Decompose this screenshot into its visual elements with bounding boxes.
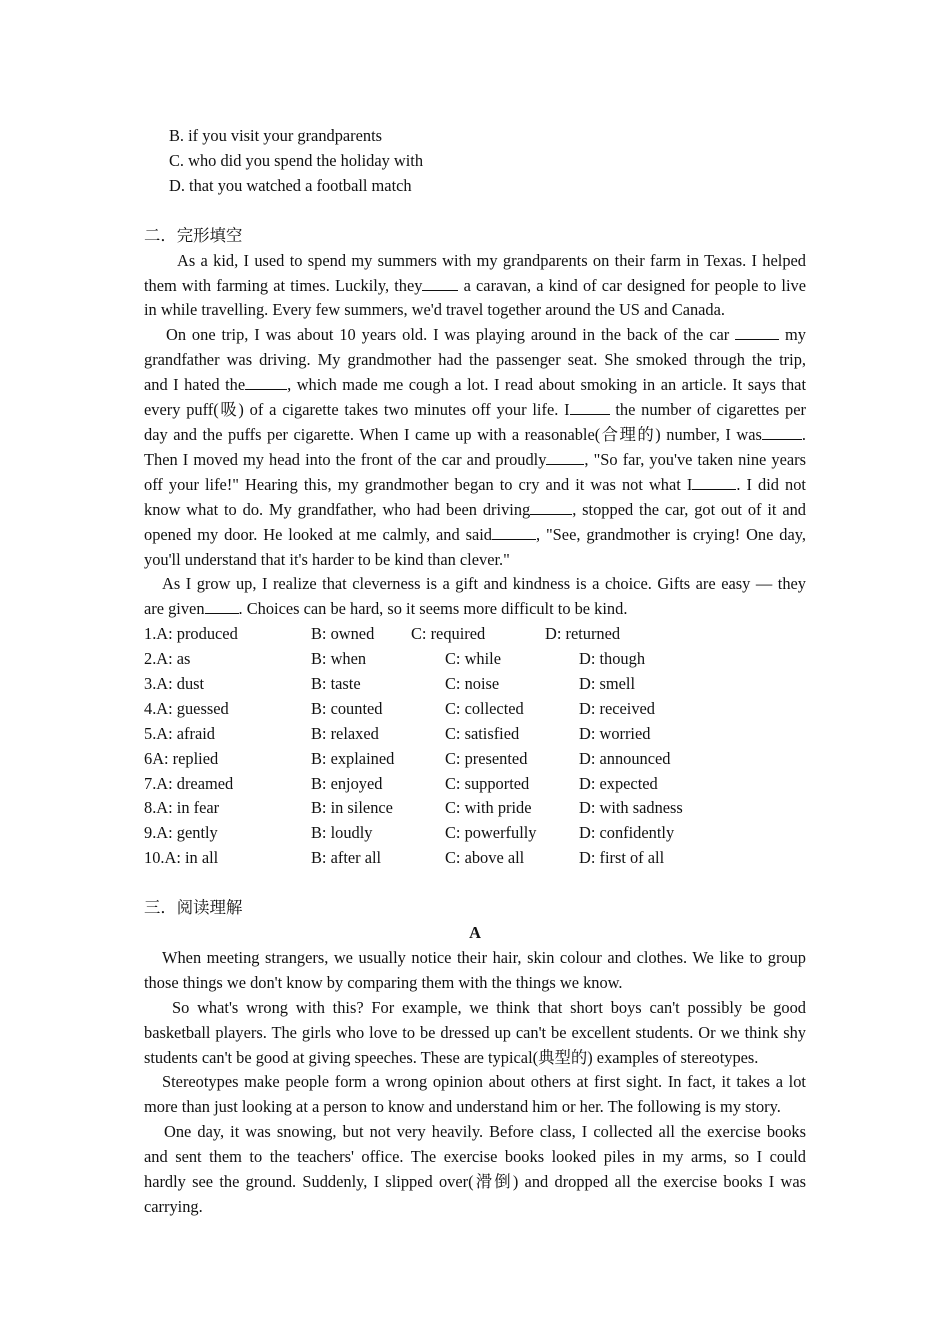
answer-blank: [530, 499, 572, 515]
passage-line: So what's wrong with this? For example, we think that short boys can't possibly be good: [172, 997, 806, 1017]
passage-line: every puff(吸) of a cigarette takes two minutes off your life. I the number of cigarettes per: [144, 400, 806, 420]
passage-line: opened my door. He looked at me calmly, and said , "See, grandmother is crying! One day,: [144, 524, 807, 544]
option-row: 8.A: in fear B: in silence C: with pride D: with sadness: [144, 798, 683, 818]
passage-line: grandfather was driving. My grandmother had the passenger seat. She smoked through the trip,: [144, 350, 806, 370]
passage-line: When meeting strangers, we usually notice their hair, skin colour and clothes. We like to group: [162, 947, 806, 967]
section-heading-reading: 三．阅读理解: [144, 898, 243, 918]
reading-passage: [144, 946, 806, 1220]
option-row: 3.A: dust B: taste C: noise D: smell: [144, 674, 635, 693]
passage-line: One day, it was snowing, but not very heavily. Before class, I collected all the exercise books: [164, 1122, 806, 1142]
passage-line: students can't be good at giving speeches. These are typical(典型的) examples of stereotypes.: [144, 1047, 759, 1067]
answer-blank: [492, 524, 536, 540]
answer-blank: [762, 424, 802, 440]
section-heading-cloze: 二．完形填空: [144, 225, 243, 245]
passage-line: know what to do. My grandfather, who had been driving , stopped the car, got out of it and: [144, 499, 806, 519]
passage-line: off your life!" Hearing this, my grandmother began to cry and it was not what I . I did not: [144, 474, 806, 494]
passage-line: basketball players. The girls who love to be dressed up can't be excellent students. Or we think shy: [144, 1022, 806, 1042]
option-row: 9.A: gently B: loudly C: powerfully D: confidently: [144, 823, 675, 843]
answer-blank: [205, 598, 239, 614]
option-row: 5.A: afraid B: relaxed C: satisfied D: worried: [144, 723, 651, 743]
option-c: C. who did you spend the holiday with: [169, 150, 424, 170]
passage-line: hardly see the ground. Suddenly, I slipped over(滑倒) and dropped all the exercise books I was: [144, 1172, 806, 1192]
passage-line: in while travelling. Every few summers, we'd travel together around the US and Canada.: [144, 300, 726, 320]
option-row: 4.A: guessed B: counted C: collected D: received: [144, 698, 655, 718]
answer-blank: [692, 474, 736, 490]
answer-blank: [546, 449, 584, 465]
answer-blank: [735, 324, 779, 340]
option-row: 1.A: produced B: owned C: required D: returned: [144, 624, 621, 644]
passage-line: carrying.: [144, 1197, 203, 1216]
passage-line: and sent them to the teachers' office. The exercise books looked piles in my arms, so I could: [144, 1147, 806, 1167]
option-d: D. that you watched a football match: [169, 175, 412, 195]
option-row: 10.A: in all B: after all C: above all D: first of all: [144, 848, 665, 868]
passage-line: you'll understand that it's harder to be kind than clever.": [144, 549, 510, 569]
passage-label-a: A: [469, 923, 481, 943]
answer-blank: [570, 399, 610, 415]
passage-line: On one trip, I was about 10 years old. I was playing around in the back of the car my: [166, 325, 806, 345]
passage-line: As I grow up, I realize that cleverness is a gift and kindness is a choice. Gifts are easy — they: [162, 574, 806, 594]
option-row: 6A: replied B: explained C: presented D: announced: [144, 748, 671, 768]
passage-line: Then I moved my head into the front of the car and proudly , "So far, you've taken nine years: [144, 449, 806, 469]
cloze-options: [144, 622, 806, 871]
passage-line: and I hated the , which made me cough a lot. I read about smoking in an article. It says that: [144, 375, 806, 395]
passage-line: them with farming at times. Luckily, they a caravan, a kind of car designed for people to live: [144, 275, 806, 295]
document-page: [144, 124, 806, 1220]
passage-line: As a kid, I used to spend my summers with my grandparents on their farm in Texas. I helped: [177, 250, 806, 270]
answer-blank: [245, 374, 287, 390]
cloze-passage: [144, 249, 806, 623]
option-row: 7.A: dreamed B: enjoyed C: supported D: expected: [144, 773, 658, 793]
passage-line: Stereotypes make people form a wrong opinion about others at first sight. In fact, it takes a lot: [162, 1072, 806, 1092]
answer-blank: [422, 275, 458, 291]
previous-question-options: [144, 124, 806, 199]
passage-line: day and the puffs per cigarette. When I came up with a reasonable(合理的) number, I was .: [144, 424, 806, 444]
option-b: B. if you visit your grandparents: [169, 126, 383, 145]
passage-line: those things we don't know by comparing them with the things we know.: [144, 972, 623, 992]
option-row: 2.A: as B: when C: while D: though: [144, 649, 646, 669]
passage-line: more than just looking at a person to know and understand him or her. The following is my story.: [144, 1097, 781, 1117]
passage-line: are given . Choices can be hard, so it seems more difficult to be kind.: [144, 599, 628, 619]
